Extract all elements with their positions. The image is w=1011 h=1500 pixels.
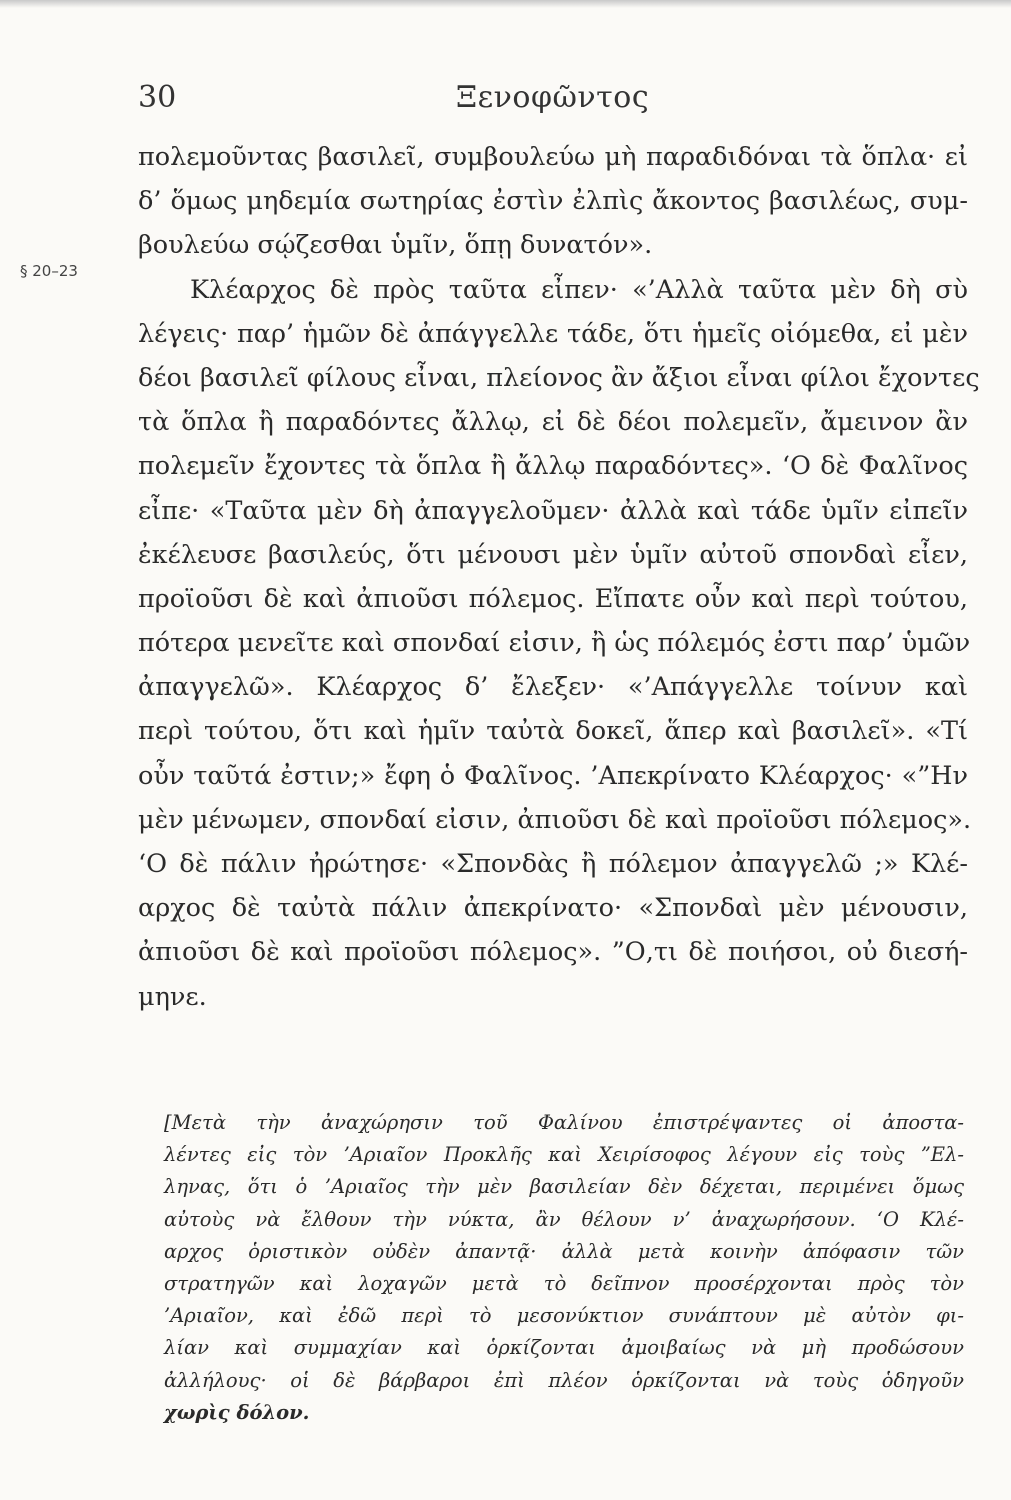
summary-line: αὐτοὺς νὰ ἔλθουν τὴν νύκτα, ἂν θέλουν ν’ ἀναχωρήσουν. ‘Ο Κλέ- (164, 1207, 964, 1231)
summary-block (164, 1107, 964, 1429)
main-text-line: πότερα μενεῖτε καὶ σπονδαί εἰσιν, ἢ ὡς πόλεμός ἐστι παρ’ ὑμῶν (138, 628, 971, 659)
main-text-line: λέγεις· παρ’ ἡμῶν δὲ ἀπάγγελλε τάδε, ὅτι ἡμεῖς οἰόμεθα, εἰ μὲν (138, 318, 968, 349)
summary-line: ’Αριαῖον, καὶ ἐδῶ περὶ τὸ μεσονύκτιον συνάπτουν μὲ αὐτὸν φι- (164, 1304, 964, 1328)
main-text-line: ‘Ο δὲ πάλιν ἠρώτησε· «Σπονδὰς ἢ πόλεμον ἀπαγγελῶ ;» Κλέ- (138, 849, 968, 879)
main-text-line: αρχος δὲ ταὐτὰ πάλιν ἀπεκρίνατο· «Σπονδαὶ μὲν μένουσιν, (138, 893, 968, 924)
main-text-line: προϊοῦσι δὲ καὶ ἀπιοῦσι πόλεμος. Εἴπατε οὖν καὶ περὶ τούτου, (138, 583, 968, 614)
page-header (0, 80, 1011, 124)
page-number: 30 (138, 80, 177, 115)
main-text-line: ἐκέλευσε βασιλεύς, ὅτι μένουσι μὲν ὑμῖν αὐτοῦ σπονδαὶ εἶεν, (138, 539, 968, 570)
main-text-block (138, 135, 980, 1019)
main-text-line: οὖν ταῦτά ἐστιν;» ἔφη ὁ Φαλῖνος. ’Απεκρίνατο Κλέαρχος· «”Ην (138, 760, 968, 791)
summary-line: ληνας, ὅτι ὁ ’Αριαῖος τὴν μὲν βασιλείαν δὲν δέχεται, περιμένει ὅμως (164, 1175, 964, 1199)
summary-line: λίαν καὶ συμμαχίαν καὶ ὁρκίζονται ἀμοιβαίως νὰ μὴ προδώσουν (164, 1336, 964, 1360)
main-text-line: εἶπε· «Ταῦτα μὲν δὴ ἀπαγγελοῦμεν· ἀλλὰ καὶ τάδε ὑμῖν εἰπεῖν (138, 495, 968, 526)
main-text-line: ἀπιοῦσι δὲ καὶ προϊοῦσι πόλεμος». ”Ο,τι δὲ ποιήσοι, οὐ διεσή- (138, 937, 968, 968)
margin-section-reference: § 20–23 (20, 262, 78, 280)
main-text-line: μὲν μένωμεν, σπονδαί εἰσιν, ἀπιοῦσι δὲ καὶ προϊοῦσι πόλεμος». (138, 804, 972, 835)
main-text-line: πολεμοῦντας βασιλεῖ, συμβουλεύω μὴ παραδιδόναι τὰ ὅπλα· εἰ (138, 142, 968, 172)
main-text-line: δ’ ὅμως μηδεμία σωτηρίας ἐστὶν ἐλπὶς ἄκοντος βασιλέως, συμ- (138, 186, 968, 217)
summary-line: αρχος ὁριστικὸν οὐδὲν ἀπαντᾷ· ἀλλὰ μετὰ κοινὴν ἀπόφασιν τῶν (164, 1239, 964, 1263)
main-text-line: μηνε. (138, 981, 207, 1012)
main-text-line: βουλεύω σῴζεσθαι ὑμῖν, ὅπῃ δυνατόν». (138, 230, 653, 261)
main-text-line: δέοι βασιλεῖ φίλους εἶναι, πλείονος ἂν ἄξιοι εἶναι φίλοι ἔχοντες (138, 362, 980, 393)
summary-line: [Μετὰ τὴν ἀναχώρησιν τοῦ Φαλίνου ἐπιστρέψαντες οἱ ἀποστα- (164, 1111, 964, 1134)
summary-line: στρατηγῶν καὶ λοχαγῶν μετὰ τὸ δεῖπνον προσέρχονται πρὸς τὸν (164, 1271, 964, 1295)
running-title: Ξενοφῶντος (456, 80, 650, 115)
main-text-line: πολεμεῖν ἔχοντες τὰ ὅπλα ἢ ἄλλῳ παραδόντες». ‘Ο δὲ Φαλῖνος (138, 451, 968, 482)
summary-line: λέντες εἰς τὸν ’Αριαῖον Προκλῆς καὶ Χειρίσοφος λέγουν εἰς τοὺς ”Ελ- (164, 1143, 964, 1167)
main-text-line: ἀπαγγελῶ». Κλέαρχος δ’ ἔλεξεν· «’Απάγγελλε τοίνυν καὶ (138, 672, 968, 703)
page-top-edge (0, 0, 1011, 8)
main-text-line: τὰ ὅπλα ἢ παραδόντες ἄλλῳ, εἰ δὲ δέοι πολεμεῖν, ἄμεινον ἂν (138, 407, 968, 438)
summary-line: ἀλλήλους· οἱ δὲ βάρβαροι ἐπὶ πλέον ὁρκίζονται νὰ τοὺς ὁδηγοῦν (164, 1368, 964, 1392)
main-text-line: Κλέαρχος δὲ πρὸς ταῦτα εἶπεν· «’Αλλὰ ταῦτα μὲν δὴ σὺ (190, 274, 968, 305)
main-text-line: περὶ τούτου, ὅτι καὶ ἡμῖν ταὐτὰ δοκεῖ, ἅπερ καὶ βασιλεῖ». «Τί (138, 716, 968, 747)
summary-line: χωρὶς δόλον. (164, 1400, 310, 1424)
